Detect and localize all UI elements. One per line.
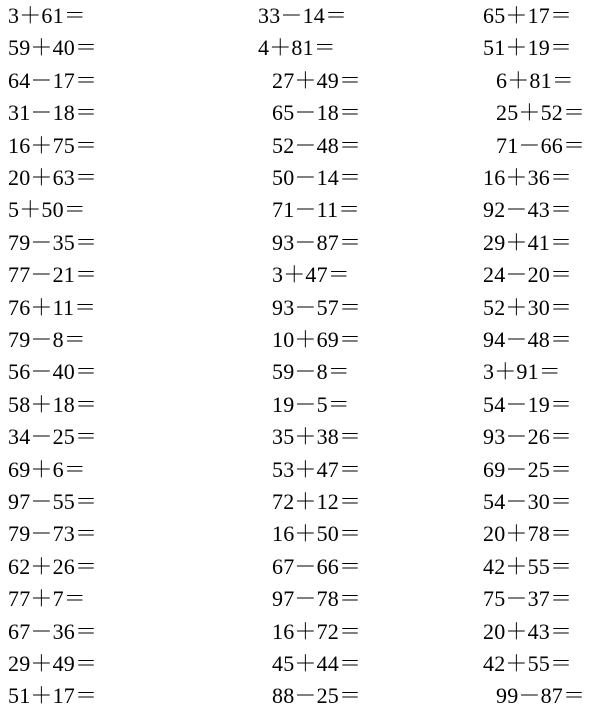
worksheet-row: [0, 67, 613, 99]
problem-cell: 51＋17＝: [8, 683, 98, 709]
problem-cell: 24－20＝: [483, 262, 573, 288]
problem-cell: 59－8＝: [272, 359, 351, 385]
problem-cell: 72＋12＝: [272, 489, 362, 514]
problem-cell: 33－14＝: [258, 3, 348, 28]
problem-cell: 31－18＝: [8, 100, 98, 126]
problem-cell: 64－17＝: [8, 67, 98, 93]
problem-cell: 5＋50＝: [8, 197, 87, 223]
problem-cell: 20＋43＝: [483, 618, 573, 644]
problem-cell: 50－14＝: [272, 165, 362, 190]
problem-cell: 4＋81＝: [258, 35, 337, 61]
problem-cell: 79－8＝: [8, 327, 87, 352]
worksheet-row: [0, 682, 613, 714]
worksheet-row: [0, 196, 613, 228]
problem-cell: 79－73＝: [8, 521, 98, 547]
problem-cell: 16＋50＝: [272, 521, 362, 547]
problem-cell: 35＋38＝: [272, 424, 362, 450]
worksheet-row: [0, 358, 613, 390]
problem-cell: 71－11＝: [272, 197, 361, 223]
worksheet-row: [0, 585, 613, 617]
problem-cell: 52＋30＝: [483, 294, 573, 320]
problem-cell: 69－25＝: [483, 456, 573, 482]
problem-cell: 53＋47＝: [272, 456, 362, 482]
problem-cell: 97－78＝: [272, 586, 362, 612]
problem-cell: 65－18＝: [272, 100, 362, 126]
problem-cell: 29＋49＝: [8, 651, 98, 676]
worksheet-row: [0, 456, 613, 488]
worksheet-row: [0, 99, 613, 131]
problem-cell: 77＋7＝: [8, 586, 87, 612]
problem-cell: 77－21＝: [8, 262, 98, 288]
worksheet-row: [0, 423, 613, 455]
problem-cell: 3＋61＝: [8, 3, 87, 28]
problem-cell: 52－48＝: [272, 132, 362, 158]
problem-cell: 54－19＝: [483, 391, 573, 417]
worksheet-row: [0, 326, 613, 358]
problem-cell: 6＋81＝: [496, 67, 575, 93]
problem-cell: 99－87＝: [496, 683, 586, 709]
problem-cell: 45＋44＝: [272, 651, 362, 676]
worksheet-row: [0, 488, 613, 520]
problem-cell: 93－26＝: [483, 424, 573, 450]
worksheet-row: [0, 34, 613, 66]
problem-cell: 16＋75＝: [8, 132, 98, 158]
worksheet-row: [0, 164, 613, 196]
worksheet-row: [0, 229, 613, 261]
worksheet-row: [0, 294, 613, 326]
problem-cell: 56－40＝: [8, 359, 98, 385]
problem-cell: 27＋49＝: [272, 67, 362, 93]
problem-cell: 67－36＝: [8, 618, 98, 644]
problem-cell: 20＋78＝: [483, 521, 573, 547]
worksheet-row: [0, 261, 613, 293]
problem-cell: 42＋55＝: [483, 553, 573, 579]
problem-cell: 19－5＝: [272, 391, 351, 417]
problem-cell: 54－30＝: [483, 489, 573, 514]
problem-cell: 76＋11＝: [8, 294, 97, 320]
problem-cell: 3＋47＝: [272, 262, 351, 288]
problem-cell: 88－25＝: [272, 683, 362, 709]
problem-cell: 34－25＝: [8, 424, 98, 450]
problem-cell: 65＋17＝: [483, 3, 573, 28]
problem-cell: 94－48＝: [483, 327, 573, 352]
problem-cell: 20＋63＝: [8, 165, 98, 190]
worksheet-row: [0, 391, 613, 423]
problem-cell: 51＋19＝: [483, 35, 573, 61]
problem-cell: 62＋26＝: [8, 553, 98, 579]
problem-cell: 97－55＝: [8, 489, 98, 514]
problem-cell: 67－66＝: [272, 553, 362, 579]
problem-cell: 93－57＝: [272, 294, 362, 320]
problem-cell: 75－37＝: [483, 586, 573, 612]
problem-cell: 71－66＝: [496, 132, 586, 158]
problem-cell: 93－87＝: [272, 229, 362, 255]
worksheet-row: [0, 618, 613, 650]
worksheet-row: [0, 132, 613, 164]
worksheet-row: [0, 520, 613, 552]
problem-cell: 16＋72＝: [272, 618, 362, 644]
problem-cell: 10＋69＝: [272, 327, 362, 352]
problem-cell: 42＋55＝: [483, 651, 573, 676]
worksheet-row: [0, 650, 613, 682]
problem-cell: 59＋40＝: [8, 35, 98, 61]
worksheet-row: [0, 553, 613, 585]
problem-cell: 29＋41＝: [483, 229, 573, 255]
problem-cell: 16＋36＝: [483, 165, 573, 190]
problem-cell: 3＋91＝: [483, 359, 562, 385]
problem-cell: 92－43＝: [483, 197, 573, 223]
problem-cell: 58＋18＝: [8, 391, 98, 417]
worksheet-row: [0, 2, 613, 34]
problem-cell: 25＋52＝: [496, 100, 586, 126]
problem-cell: 69＋6＝: [8, 456, 87, 482]
problem-cell: 79－35＝: [8, 229, 98, 255]
